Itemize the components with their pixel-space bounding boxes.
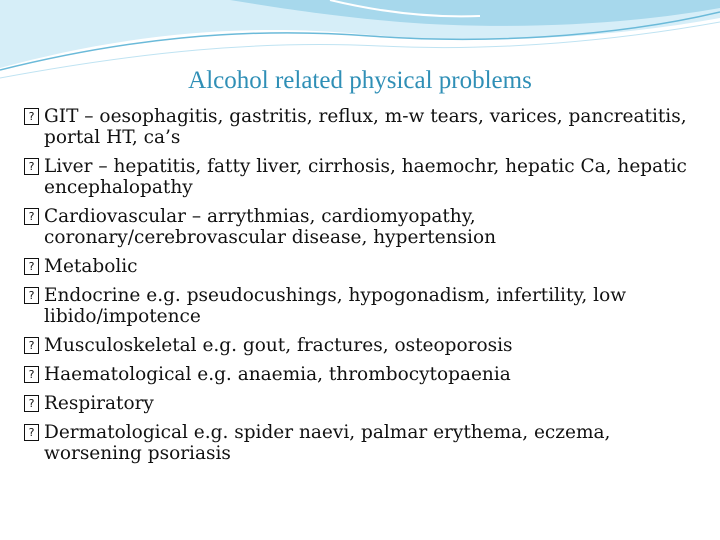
bullet-marker-icon: ? bbox=[24, 208, 39, 225]
bullet-text: Respiratory bbox=[44, 393, 154, 414]
bullet-list bbox=[24, 106, 704, 472]
slide-title: Alcohol related physical problems bbox=[188, 67, 532, 94]
bullet-item bbox=[24, 106, 704, 148]
bullet-marker-icon: ? bbox=[24, 366, 39, 383]
bullet-item bbox=[24, 335, 704, 356]
bullet-marker-icon: ? bbox=[24, 158, 39, 175]
bullet-text: Endocrine e.g. pseudocushings, hypogonadism, infertility, low libido/impotence bbox=[44, 285, 627, 327]
bullet-item bbox=[24, 256, 704, 277]
bullet-marker-icon: ? bbox=[24, 108, 39, 125]
bullet-item bbox=[24, 206, 704, 248]
bullet-text: Cardiovascular – arrythmias, cardiomyopathy, coronary/cerebrovascular disease, hypertension bbox=[44, 206, 496, 248]
bullet-text: Musculoskeletal e.g. gout, fractures, osteoporosis bbox=[44, 335, 513, 356]
bullet-text: Metabolic bbox=[44, 256, 138, 277]
bullet-text: Haematological e.g. anaemia, thrombocytopaenia bbox=[44, 364, 511, 385]
bullet-marker-icon: ? bbox=[24, 337, 39, 354]
bullet-item bbox=[24, 285, 704, 327]
bullet-marker-icon: ? bbox=[24, 287, 39, 304]
bullet-item bbox=[24, 364, 704, 385]
bullet-text: Liver – hepatitis, fatty liver, cirrhosis, haemochr, hepatic Ca, hepatic encephalopathy bbox=[44, 156, 687, 198]
bullet-item bbox=[24, 393, 704, 414]
bullet-marker-icon: ? bbox=[24, 424, 39, 441]
bullet-text: Dermatological e.g. spider naevi, palmar erythema, eczema, worsening psoriasis bbox=[44, 422, 611, 464]
bullet-marker-icon: ? bbox=[24, 395, 39, 412]
bullet-item bbox=[24, 422, 704, 464]
bullet-text: GIT – oesophagitis, gastritis, reflux, m-w tears, varices, pancreatitis, portal HT, ca’s bbox=[44, 106, 687, 148]
bullet-item bbox=[24, 156, 704, 198]
bullet-marker-icon: ? bbox=[24, 258, 39, 275]
